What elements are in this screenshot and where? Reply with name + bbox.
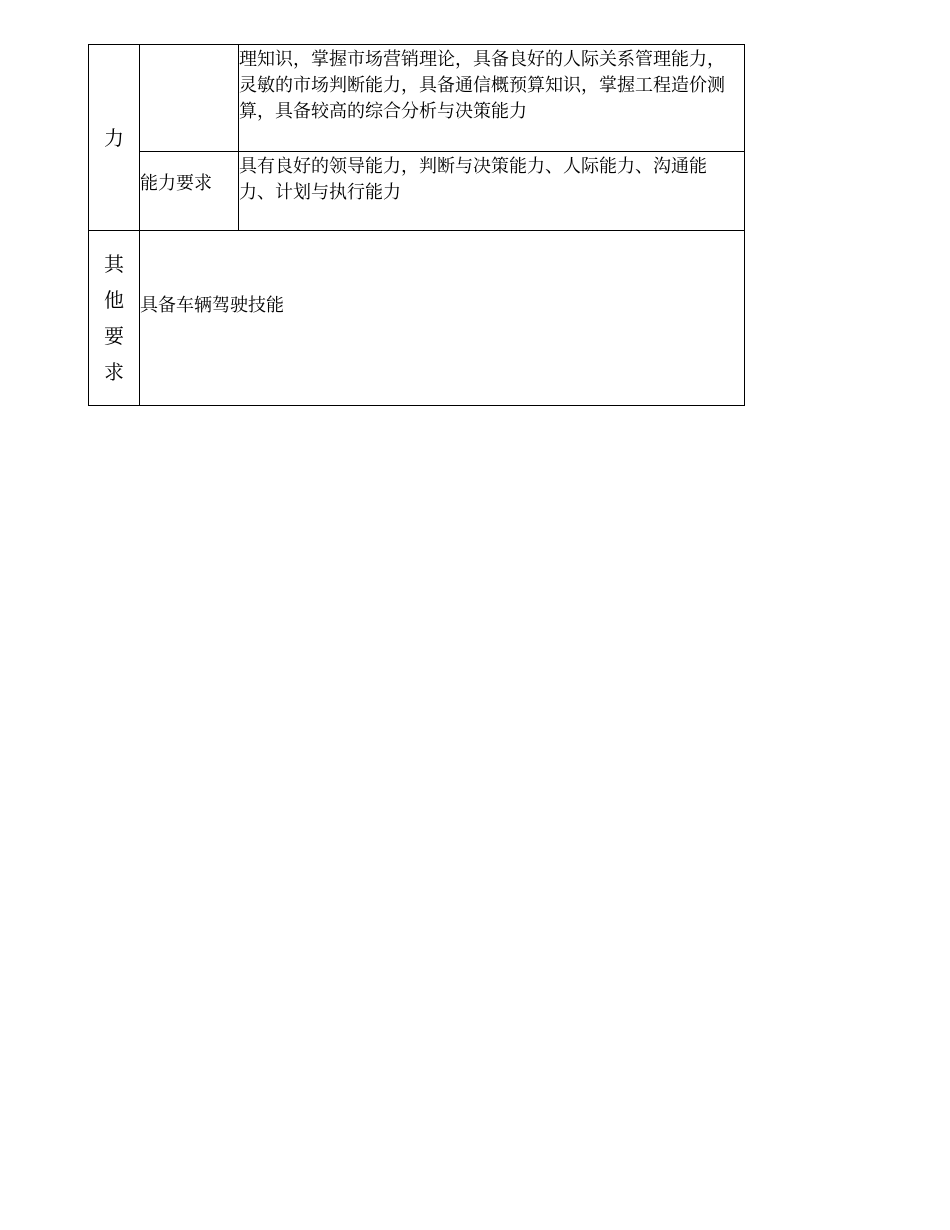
section-label-cell	[89, 45, 140, 231]
other-label: 其他要求	[104, 252, 124, 384]
ability-label: 能力要求	[140, 173, 212, 194]
section-label: 力	[104, 125, 124, 150]
ability-cell	[239, 152, 745, 231]
empty-label-cell	[140, 45, 239, 152]
ability-label-cell	[140, 152, 239, 231]
table-row	[89, 231, 745, 406]
ability-text: 具有良好的领导能力，判断与决策能力、人际能力、沟通能力、计划与执行能力	[239, 156, 707, 203]
table-row	[89, 45, 745, 152]
other-label-cell	[89, 231, 140, 406]
knowledge-text: 理知识，掌握市场营销理论，具备良好的人际关系管理能力，灵敏的市场判断能力，具备通信概预算知识，掌握工程造价测算，具备较高的综合分析与决策能力	[239, 49, 725, 122]
requirements-table	[88, 44, 745, 406]
table-row	[89, 152, 745, 231]
other-cell	[140, 231, 745, 406]
other-text: 具备车辆驾驶技能	[140, 295, 284, 316]
knowledge-cell	[239, 45, 745, 152]
